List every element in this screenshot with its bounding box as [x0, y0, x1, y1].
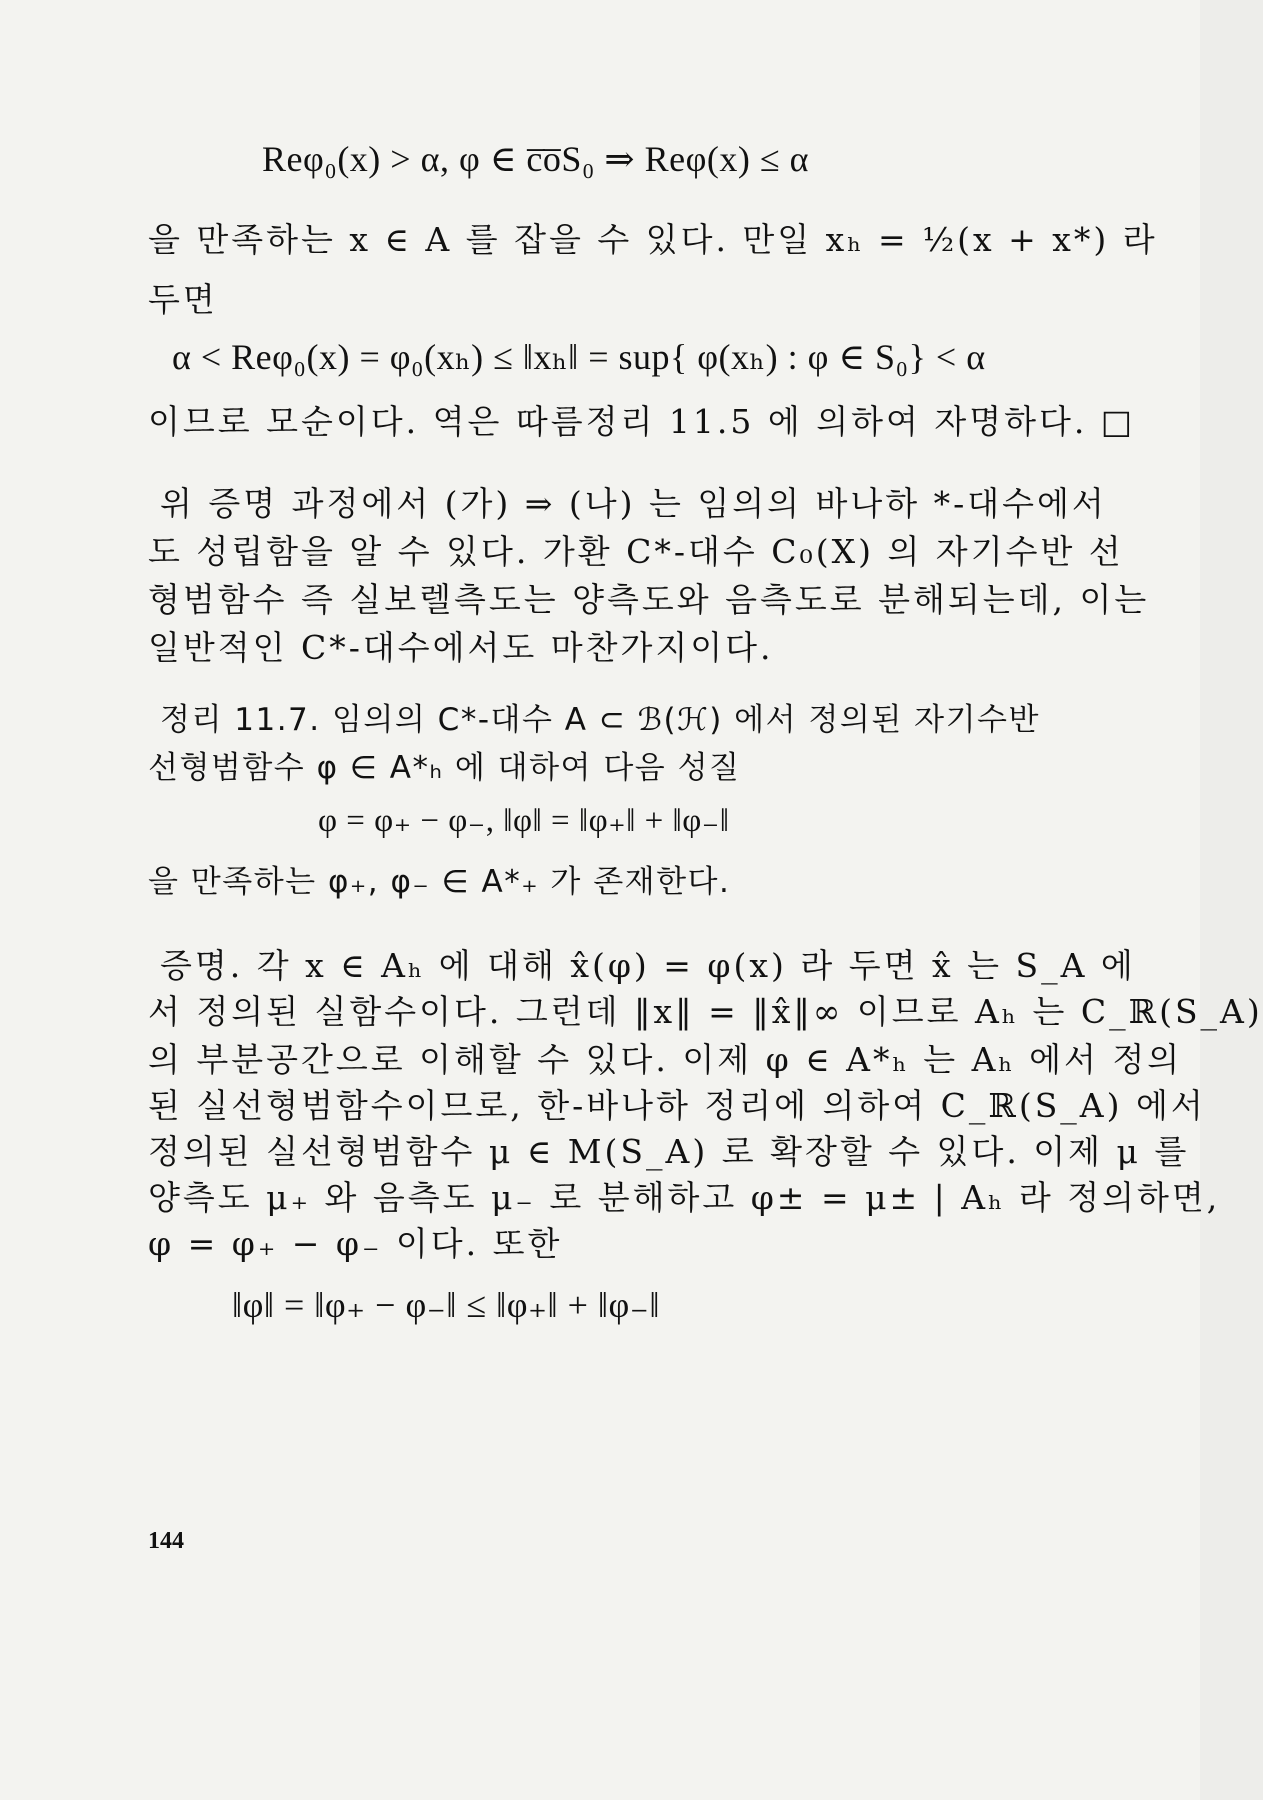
paragraph-line: 위 증명 과정에서 (가) ⇒ (나) 는 임의의 바나하 *-대수에서 [160, 484, 1107, 523]
proof-line: φ = φ₊ − φ₋ 이다. 또한 [148, 1224, 563, 1263]
text-line: 을 만족하는 x ∈ A 를 잡을 수 있다. 만일 xₕ = ½(x + x*) 라 [148, 220, 1158, 259]
proof-line: 양측도 μ₊ 와 음측도 μ₋ 로 분해하고 φ± = μ± | Aₕ 라 정의하면, [148, 1178, 1221, 1217]
text-line: 두면 [148, 280, 218, 319]
paragraph-line: 형범함수 즉 실보렐측도는 양측도와 음측도로 분해되는데, 이는 [148, 580, 1150, 619]
theorem-heading-line: 정리 11.7. 임의의 C*-대수 A ⊂ ℬ(ℋ) 에서 정의된 자기수반 [160, 702, 1040, 738]
theorem-line: 선형범함수 φ ∈ A*ₕ 에 대하여 다음 성질 [148, 750, 741, 786]
paragraph-line: 도 성립함을 알 수 있다. 가환 C*-대수 C₀(X) 의 자기수반 선 [148, 532, 1124, 571]
equation-separation: Reφ₀(x) > α, φ ∈ c̅o̅S₀ ⇒ Reφ(x) ≤ α [262, 139, 809, 179]
text-line: 이므로 모순이다. 역은 따름정리 11.5 에 의하여 자명하다. □ [148, 402, 1135, 441]
proof-line: 된 실선형범함수이므로, 한-바나하 정리에 의하여 C_ℝ(S_A) 에서 [148, 1086, 1206, 1125]
proof-line: 증명. 각 x ∈ Aₕ 에 대해 x̂(φ) = φ(x) 라 두면 x̂ 는 S_A 에 [160, 946, 1136, 985]
paragraph-line: 일반적인 C*-대수에서도 마찬가지이다. [148, 628, 774, 667]
theorem-line: 을 만족하는 φ₊, φ₋ ∈ A*₊ 가 존재한다. [148, 864, 731, 900]
page-number: 144 [148, 1528, 184, 1554]
proof-line: 정의된 실선형범함수 μ ∈ M(S_A) 로 확장할 수 있다. 이제 μ 를 [148, 1132, 1190, 1171]
proof-line: 서 정의된 실함수이다. 그런데 ‖x‖ = ‖x̂‖∞ 이므로 Aₕ 는 C_ℝ(S_A) [148, 992, 1263, 1031]
equation-norm-inequality: ‖φ‖ = ‖φ₊ − φ₋‖ ≤ ‖φ₊‖ + ‖φ₋‖ [232, 1285, 660, 1325]
proof-line: 의 부분공간으로 이해할 수 있다. 이제 φ ∈ A*ₕ 는 Aₕ 에서 정의 [148, 1040, 1183, 1079]
equation-contradiction: α < Reφ₀(x) = φ₀(xₕ) ≤ ‖xₕ‖ = sup{ φ(xₕ) : φ ∈ S₀} < α [172, 337, 986, 377]
equation-decomposition: φ = φ₊ − φ₋, ‖φ‖ = ‖φ₊‖ + ‖φ₋‖ [318, 803, 730, 839]
